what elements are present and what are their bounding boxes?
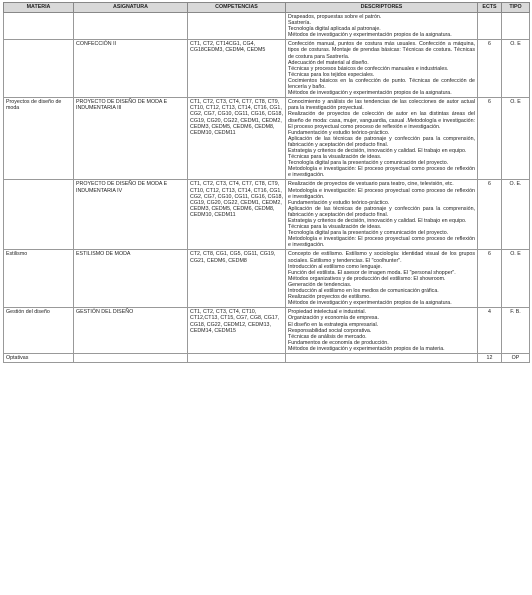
header-ects: ECTS — [478, 3, 502, 13]
descriptor-line: Realización de proyectos de vestuario para teatro, cine, televisión, etc. — [288, 181, 454, 188]
cell-descriptores — [286, 180, 478, 250]
header-row — [4, 3, 530, 13]
table-row — [4, 40, 530, 98]
descriptor-line: Metodología e investigación: El proceso proyectual como proceso de reflexión e investigación. — [288, 166, 475, 179]
cell-asignatura: PROYECTO DE DISEÑO DE MODA E INDUMENTARIA III — [74, 98, 188, 180]
cell-ects — [478, 13, 502, 40]
cell-tipo: F. B. — [502, 308, 530, 354]
table-row — [4, 250, 530, 308]
descriptor-line: Técnicas y procesos básicos de confección manuales e industriales. — [288, 65, 449, 72]
cell-tipo — [502, 13, 530, 40]
descriptor-line: Tecnología digital para la presentación y comunicación del proyecto. — [288, 230, 449, 237]
cell-tipo: O. E — [502, 40, 530, 98]
descriptor-line: Estrategia y criterios de decisión, innovación y calidad. El trabajo en equipo. — [288, 147, 467, 154]
cell-descriptores — [286, 40, 478, 98]
cell-ects: 4 — [478, 308, 502, 354]
descriptor-line: Cocimientos básicos en la confección de punto. Técnicas de confección de lencería y baño. — [288, 77, 475, 91]
descriptor-line: Responsabilidad social corporativa. — [288, 327, 372, 334]
cell-descriptores — [286, 98, 478, 180]
cell-tipo: O. E. — [502, 180, 530, 250]
descriptor-line: Fundamentos de economía de producción. — [288, 339, 389, 346]
table-body — [4, 13, 530, 363]
header-materia: MATERIA — [4, 3, 74, 13]
descriptor-line: Métodos organizativos y de producción del estilismo: El showroom. — [288, 275, 446, 282]
descriptor-line: Adecuación del material al diseño. — [288, 59, 369, 66]
cell-ects: 6 — [478, 180, 502, 250]
cell-asignatura: ESTILISMO DE MODA — [74, 250, 188, 308]
cell-competencias: CT1, CT2, CT3, CT4, CT7, CT8, CT9, CT10, CT12, CT13, CT14, CT16, CG1, CG2, CG7, CG10, CG11, CG16, CG18, CG19, CG20, CG22, CEDM1, CEDM2, CEDM3, CEDM5, CEDM6, CEDM8, CEDM10, CEDM11 — [188, 98, 286, 180]
cell-tipo: O. E — [502, 250, 530, 308]
descriptor-line: Tecnología digital aplicada al patronaje. — [288, 26, 381, 33]
cell-asignatura: CONFECCIÓN II — [74, 40, 188, 98]
cell-materia: Proyectos de diseño de moda — [4, 98, 74, 180]
cell-asignatura: GESTIÓN DEL DISEÑO — [74, 308, 188, 354]
cell-competencias: CT1, CT2, CT3, CT4, CT7, CT8, CT9, CT10, CT12, CT13, CT14, CT16, CG1, CG2, CG7, CG10, CG11, CG16, CG18, CG19, CG20, CG22, CEDM1, CEDM2, CEDM3, CEDM5, CEDM6, CEDM8, CEDM10, CEDM11 — [188, 180, 286, 250]
table-row — [4, 180, 530, 250]
cell-materia — [4, 13, 74, 40]
cell-descriptores — [286, 353, 478, 362]
descriptor-line: Tecnología digital para la presentación y comunicación del proyecto. — [288, 160, 449, 167]
header-tipo: TIPO — [502, 3, 530, 13]
descriptor-line: El diseño en la estrategia empresarial. — [288, 321, 379, 328]
cell-materia — [4, 40, 74, 98]
table-row — [4, 308, 530, 354]
descriptor-line: Estrategia y criterios de decisión, innovación y calidad. El trabajo en equipo. — [288, 218, 467, 224]
descriptor-line: Fundamentación y estudio teórico-práctico. — [288, 199, 390, 206]
descriptor-line: Introducción al estilismo en los medios de comunicación gráfica. — [288, 288, 439, 295]
descriptor-line: Métodos de investigación y experimentación propios de la asignatura. — [288, 300, 452, 307]
header-descriptores: DESCRIPTORES — [286, 3, 478, 13]
descriptor-line: Conocimiento y análisis de las tendencias de las colecciones de autor actual para la investigación proyectual. — [288, 99, 475, 112]
descriptor-line: Drapeados, propuestas sobre el patrón. — [288, 14, 382, 20]
cell-ects: 12 — [478, 353, 502, 362]
cell-competencias: CT2, CT8, CG1, CG5, CG11, CG19, CG21, CEDM6, CEDM8 — [188, 250, 286, 308]
cell-asignatura — [74, 353, 188, 362]
table-row — [4, 98, 530, 180]
descriptor-line: Técnicas para la visualización de ideas. — [288, 224, 382, 231]
cell-asignatura: PROYECTO DE DISEÑO DE MODA E INDUMENTARIA IV — [74, 180, 188, 250]
descriptor-line: Propiedad intelectual e industrial. — [288, 309, 367, 316]
cell-tipo: O. E — [502, 98, 530, 180]
descriptor-line: Realización proyectos de estilismo. — [288, 294, 371, 301]
cell-tipo: OP — [502, 353, 530, 362]
descriptor-line: Realización de proyectos de colección de autor en las distintas áreas del diseño de moda: casa, mujer, vanguardia, casual .Metodología e investigación: El proceso proyectual como proceso de reflexión e investigación. — [288, 111, 475, 130]
cell-materia: Estilismo — [4, 250, 74, 308]
table-row — [4, 353, 530, 362]
header-competencias: COMPETENCIAS — [188, 3, 286, 13]
table-row — [4, 13, 530, 40]
descriptor-line: Introducción al estilismo como lenguaje. — [288, 263, 382, 270]
cell-competencias: CT1, CT2, CT3, CT4, CT10, CT12,CT13, CT15, CG7, CG8, CG17, CG18, CG22, CEDM12, CEDM13, CEDM14, CEDM15 — [188, 308, 286, 354]
descriptor-line: Función del estilista. El asesor de imagen moda. El "personal shopper". — [288, 269, 456, 276]
cell-asignatura — [74, 13, 188, 40]
cell-materia: Optativas — [4, 353, 74, 362]
cell-competencias — [188, 13, 286, 40]
cell-ects: 6 — [478, 40, 502, 98]
cell-ects: 6 — [478, 250, 502, 308]
descriptor-line: Sastrería. — [288, 20, 311, 27]
descriptor-line: Métodos de investigación y experimentación propios de la asignatura. — [288, 90, 452, 97]
descriptor-line: Técnicas para los tejidos especiales. — [288, 71, 375, 78]
cell-ects: 6 — [478, 98, 502, 180]
cell-materia: Gestión del diseño — [4, 308, 74, 354]
cell-descriptores — [286, 250, 478, 308]
curriculum-table — [3, 2, 530, 363]
descriptor-line: Técnicas de análisis de mercado. — [288, 333, 367, 340]
cell-descriptores — [286, 13, 478, 40]
descriptor-line: Métodos de investigación y experimentación propios de la materia. — [288, 345, 445, 352]
descriptor-line: Técnicas para la visualización de ideas. — [288, 154, 382, 161]
descriptor-line: Fundamentación y estudio teórico-práctico. — [288, 129, 390, 136]
cell-materia — [4, 180, 74, 250]
descriptor-line: Generación de tendencias. — [288, 281, 352, 288]
cell-competencias: CT1, CT2, CT14CG1, CG4, CG18CEDM3, CEDM4, CEDM5 — [188, 40, 286, 98]
descriptor-line: Metodología e investigación: El proceso proyectual como proceso de reflexión e investigación. — [288, 187, 475, 200]
cell-competencias — [188, 353, 286, 362]
descriptor-line: Concepto de estilismo. Estilismo y sociología: identidad visual de los grupos sociales. Estilismo y tendencias. El "coolhunter". — [288, 251, 475, 264]
cell-descriptores — [286, 308, 478, 354]
descriptor-line: Confección manual, puntos de costura más usuales. Confección a máquina, tipos de costuras. Montaje de prendas básicas: Técnicas de costura. Técnicas de costura para Sastrería. — [288, 41, 475, 60]
descriptor-line: Metodología e investigación: El proceso proyectual como proceso de reflexión e investigación. — [288, 236, 475, 249]
descriptor-line: Métodos de investigación y experimentación propios de la asignatura. — [288, 32, 452, 39]
header-asignatura: ASIGNATURA — [74, 3, 188, 13]
descriptor-line: Aplicación de las técnicas de patronaje y confección para la comprensión, fabricación y aceptación del producto final. — [288, 135, 475, 148]
descriptor-line: Aplicación de las técnicas de patronaje y confección para la comprensión, fabricación y aceptación del producto final. — [288, 205, 475, 218]
descriptor-line: Organización y economía de empresa. — [288, 315, 379, 322]
